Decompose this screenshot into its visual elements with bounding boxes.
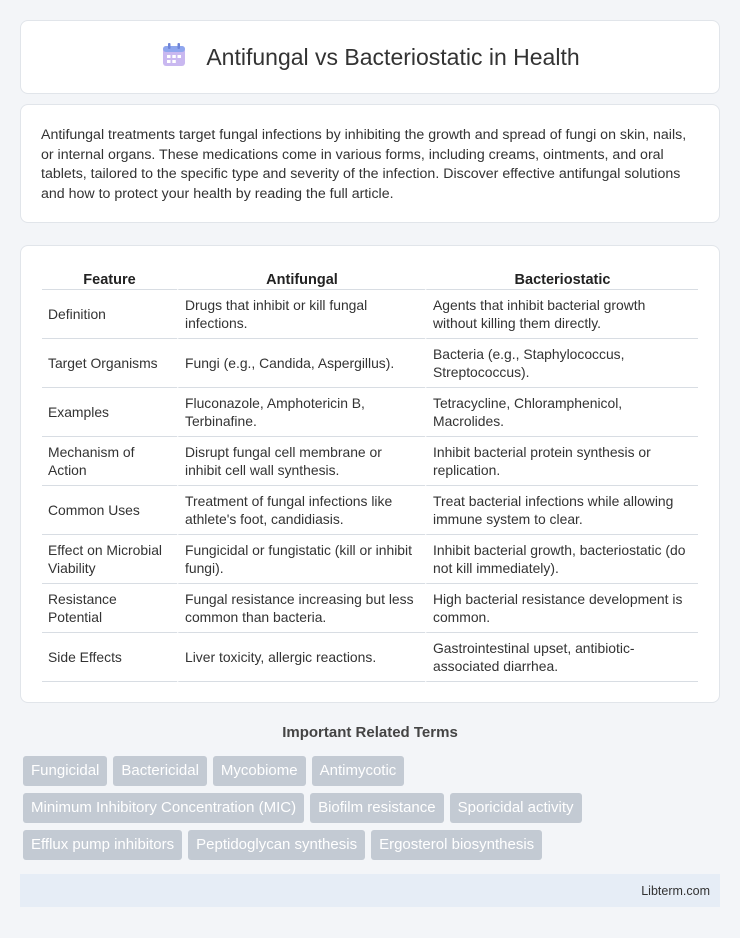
tag-mycobiome[interactable]: Mycobiome <box>213 756 306 786</box>
table-row <box>42 388 698 437</box>
intro-card <box>20 104 720 223</box>
tag-row <box>23 756 723 786</box>
bacteriostatic-cell: Bacteria (e.g., Staphylococcus, Streptococcus). <box>425 339 698 388</box>
antifungal-cell: Liver toxicity, allergic reactions. <box>177 633 425 682</box>
tag-biofilm-resistance[interactable]: Biofilm resistance <box>310 793 444 823</box>
related-terms <box>23 756 723 867</box>
antifungal-cell: Fungal resistance increasing but less common than bacteria. <box>177 584 425 633</box>
bacteriostatic-cell: Tetracycline, Chloramphenicol, Macrolides. <box>425 388 698 437</box>
table-row <box>42 339 698 388</box>
intro-text: Antifungal treatments target fungal infections by inhibiting the growth and spread of fungi on skin, nails, or internal organs. These medications come in various forms, including creams, ointments, and oral tablets, tailored to the specific type and severity of the infection. Discover effective antifungal solutions and how to protect your health by reading the full article. <box>41 127 687 202</box>
tag-ergosterol-biosynthesis[interactable]: Ergosterol biosynthesis <box>371 830 542 860</box>
table-row <box>42 437 698 486</box>
feature-cell: Resistance Potential <box>42 584 177 633</box>
tag-bactericidal[interactable]: Bactericidal <box>113 756 207 786</box>
antifungal-cell: Drugs that inhibit or kill fungal infections. <box>177 290 425 339</box>
page-title: Antifungal vs Bacteriostatic in Health <box>206 43 580 70</box>
feature-cell: Effect on Microbial Viability <box>42 535 177 584</box>
column-header-bacteriostatic: Bacteriostatic <box>425 266 698 290</box>
table-row <box>42 290 698 339</box>
antifungal-cell: Treatment of fungal infections like athlete's foot, candidiasis. <box>177 486 425 535</box>
tag-row <box>23 793 723 823</box>
antifungal-cell: Fluconazole, Amphotericin B, Terbinafine. <box>177 388 425 437</box>
bacteriostatic-cell: Gastrointestinal upset, antibiotic-associated diarrhea. <box>425 633 698 682</box>
tag-sporicidal-activity[interactable]: Sporicidal activity <box>450 793 582 823</box>
footer <box>20 874 720 907</box>
table-row <box>42 535 698 584</box>
tag-antimycotic[interactable]: Antimycotic <box>312 756 405 786</box>
feature-cell: Mechanism of Action <box>42 437 177 486</box>
column-header-antifungal: Antifungal <box>177 266 425 290</box>
comparison-table-card <box>20 245 720 703</box>
table-row <box>42 633 698 682</box>
tag-peptidoglycan-synthesis[interactable]: Peptidoglycan synthesis <box>188 830 365 860</box>
column-header-feature: Feature <box>42 266 177 290</box>
tag-efflux-pump-inhibitors[interactable]: Efflux pump inhibitors <box>23 830 182 860</box>
footer-brand-link[interactable]: Libterm.com <box>641 883 710 898</box>
calendar-icon <box>160 41 188 74</box>
table-header-row <box>42 266 698 290</box>
table-row <box>42 486 698 535</box>
bacteriostatic-cell: Inhibit bacterial protein synthesis or replication. <box>425 437 698 486</box>
antifungal-cell: Disrupt fungal cell membrane or inhibit cell wall synthesis. <box>177 437 425 486</box>
bacteriostatic-cell: Treat bacterial infections while allowing immune system to clear. <box>425 486 698 535</box>
bacteriostatic-cell: High bacterial resistance development is common. <box>425 584 698 633</box>
tag-mic[interactable]: Minimum Inhibitory Concentration (MIC) <box>23 793 304 823</box>
feature-cell: Definition <box>42 290 177 339</box>
feature-cell: Examples <box>42 388 177 437</box>
feature-cell: Target Organisms <box>42 339 177 388</box>
antifungal-cell: Fungicidal or fungistatic (kill or inhibit fungi). <box>177 535 425 584</box>
antifungal-cell: Fungi (e.g., Candida, Aspergillus). <box>177 339 425 388</box>
comparison-table <box>42 266 698 682</box>
header-card <box>20 20 720 94</box>
table-row <box>42 584 698 633</box>
related-terms-title: Important Related Terms <box>282 724 458 741</box>
bacteriostatic-cell: Agents that inhibit bacterial growth without killing them directly. <box>425 290 698 339</box>
bacteriostatic-cell: Inhibit bacterial growth, bacteriostatic (do not kill immediately). <box>425 535 698 584</box>
tag-row <box>23 830 723 860</box>
feature-cell: Side Effects <box>42 633 177 682</box>
header <box>160 41 579 74</box>
tag-fungicidal[interactable]: Fungicidal <box>23 756 107 786</box>
feature-cell: Common Uses <box>42 486 177 535</box>
